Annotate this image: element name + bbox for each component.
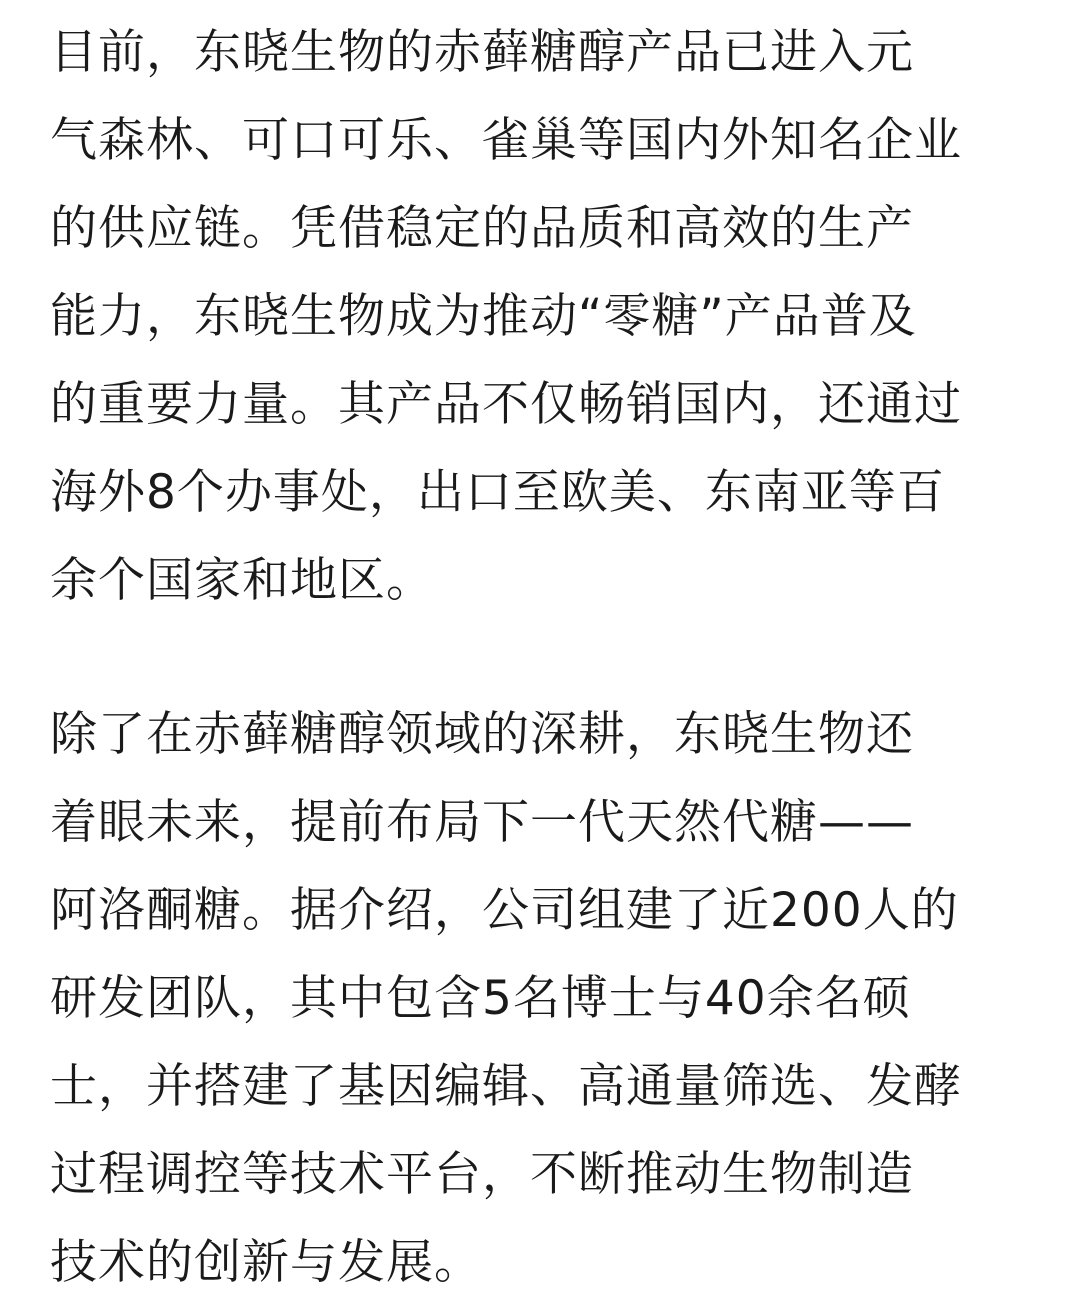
- paragraph-line: 能力，东晓生物成为推动“零糖”产品普及: [50, 289, 917, 344]
- paragraph-2: [50, 691, 1040, 1307]
- paragraph-line: 气森林、可口可乐、雀巢等国内外知名企业: [50, 113, 962, 168]
- paragraph-line: 目前，东晓生物的赤藓糖醇产品已进入元: [50, 25, 914, 80]
- paragraph-line: 过程调控等技术平台，不断推动生物制造: [50, 1147, 914, 1202]
- paragraph-line: 技术的创新与发展。: [50, 1235, 482, 1290]
- paragraph-line: 海外8个办事处，出口至欧美、东南亚等百: [50, 465, 945, 520]
- paragraph-line: 的供应链。凭借稳定的品质和高效的生产: [50, 201, 914, 256]
- paragraph-line: 除了在赤藓糖醇领域的深耕，东晓生物还: [50, 707, 914, 762]
- paragraph-line: 研发团队，其中包含5名博士与40余名硕: [50, 971, 911, 1026]
- paragraph-line: 着眼未来，提前布局下一代天然代糖——: [50, 795, 914, 850]
- article-body: [50, 9, 1040, 1307]
- paragraph-line: 的重要力量。其产品不仅畅销国内，还通过: [50, 377, 962, 432]
- paragraph-spacer: [50, 625, 1040, 691]
- paragraph-line: 余个国家和地区。: [50, 553, 434, 608]
- paragraph-line: 士，并搭建了基因编辑、高通量筛选、发酵: [50, 1059, 962, 1114]
- paragraph-line: 阿洛酮糖。据介绍，公司组建了近200人的: [50, 883, 959, 938]
- paragraph-1: [50, 9, 1040, 625]
